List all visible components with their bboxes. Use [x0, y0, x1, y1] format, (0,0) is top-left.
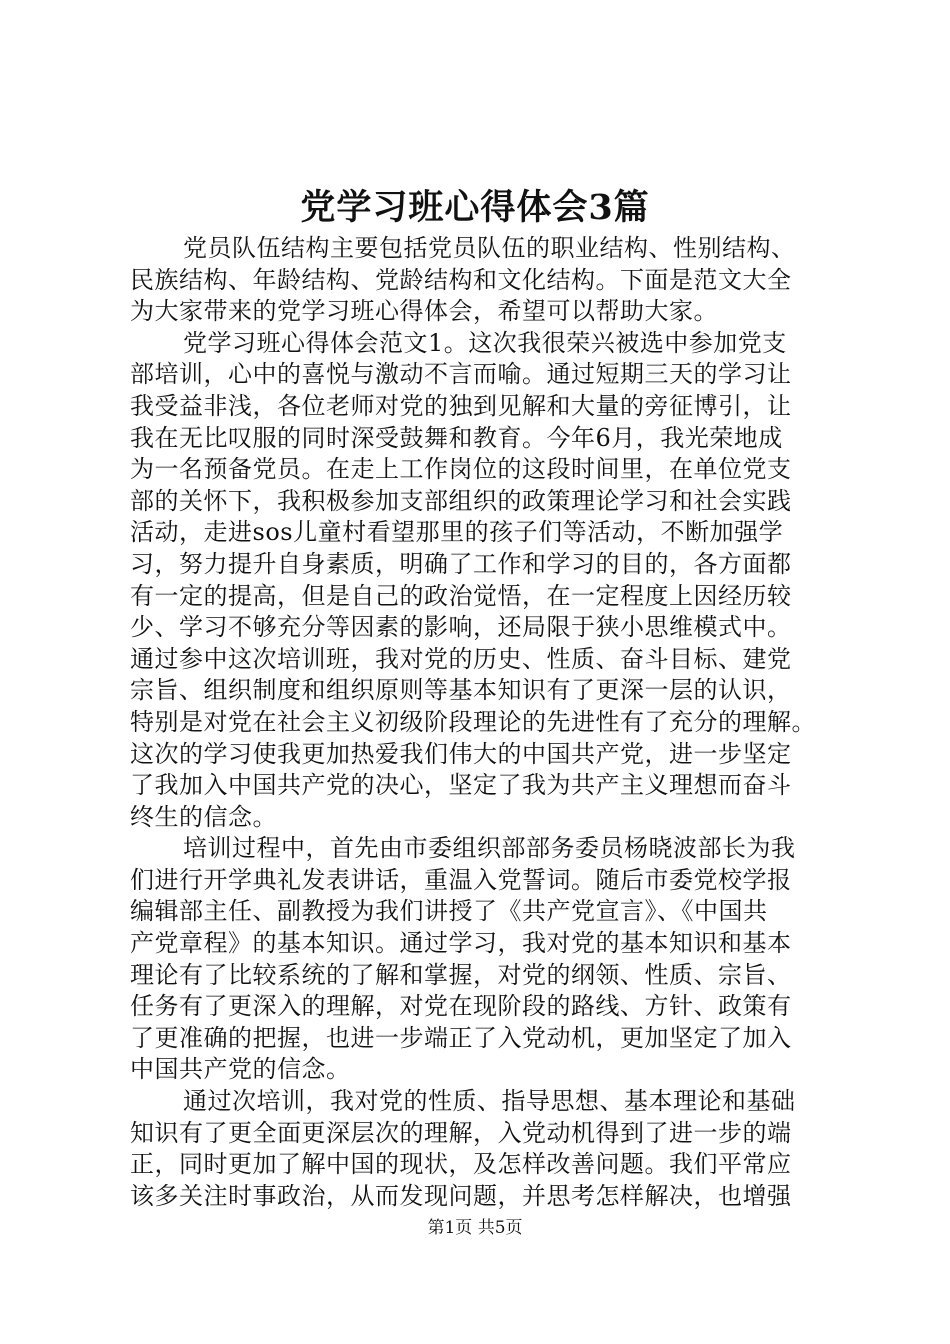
text-line: 终生的信念。 [130, 802, 277, 831]
text-line: 宗旨、组织制度和组织原则等基本知识有了更深一层的认识， [130, 676, 792, 705]
text-line: 少、学习不够充分等因素的影响，还局限于狭小思维模式中。 [130, 613, 792, 642]
text-line: 我受益非浅，各位老师对党的独到见解和大量的旁征博引，让 [130, 391, 792, 420]
text-line: 这次的学习使我更加热爱我们伟大的中国共产党，进一步坚定 [130, 739, 792, 768]
text-line: 党员队伍结构主要包括党员队伍的职业结构、性别结构、 [183, 234, 796, 262]
document-title: 党学习班心得体会3篇 [300, 187, 650, 228]
text-line: 部的关怀下，我积极参加支部组织的政策理论学习和社会实践 [130, 486, 792, 515]
text-line: 理论有了比较系统的了解和掌握，对党的纲领、性质、宗旨、 [130, 960, 792, 989]
text-line: 我在无比叹服的同时深受鼓舞和教育。今年6月，我光荣地成 [130, 423, 783, 452]
text-line: 为一名预备党员。在走上工作岗位的这段时间里，在单位党支 [130, 455, 792, 484]
text-line: 了我加入中国共产党的决心，坚定了我为共产主义理想而奋斗 [130, 771, 792, 800]
text-line: 培训过程中，首先由市委组织部部务委员杨晓波部长为我 [183, 834, 796, 863]
text-line: 习，努力提升自身素质，明确了工作和学习的目的，各方面都 [130, 549, 792, 578]
page-number-footer: 第1页 共5页 [427, 1218, 523, 1238]
text-line: 通过参中这次培训班，我对党的历史、性质、奋斗目标、建党 [130, 644, 792, 673]
text-line: 们进行开学典礼发表讲话，重温入党誓词。随后市委党校学报 [130, 865, 792, 894]
text-line: 产党章程》的基本知识。通过学习，我对党的基本知识和基本 [130, 929, 792, 958]
text-line: 正，同时更加了解中国的现状，及怎样改善问题。我们平常应 [130, 1150, 792, 1179]
text-line: 部培训，心中的喜悦与激动不言而喻。通过短期三天的学习让 [130, 360, 792, 389]
text-line: 编辑部主任、副教授为我们讲授了《共产党宣言》、《中国共 [130, 897, 768, 926]
paragraph [130, 328, 830, 834]
text-line: 为大家带来的党学习班心得体会，希望可以帮助大家。 [130, 297, 718, 326]
text-line: 党学习班心得体会范文1。这次我很荣兴被选中参加党支 [183, 328, 787, 357]
paragraph [130, 233, 830, 328]
text-line: 民族结构、年龄结构、党龄结构和文化结构。下面是范文大全 [130, 265, 792, 294]
text-line: 特别是对党在社会主义初级阶段理论的先进性有了充分的理解。 [130, 707, 816, 736]
text-line: 任务有了更深入的理解，对党在现阶段的路线、方针、政策有 [130, 992, 792, 1021]
text-line: 通过次培训，我对党的性质、指导思想、基本理论和基础 [183, 1087, 796, 1116]
text-line: 有一定的提高，但是自己的政治觉悟，在一定程度上因经历较 [130, 581, 792, 610]
paragraph [130, 833, 830, 1086]
text-line: 中国共产党的信念。 [130, 1055, 351, 1084]
text-line: 了更准确的把握，也进一步端正了入党动机，更加坚定了加入 [130, 1023, 792, 1052]
paragraph [130, 1086, 830, 1212]
text-line: 活动，走进sos儿童村看望那里的孩子们等活动，不断加强学 [130, 518, 784, 547]
text-line: 该多关注时事政治，从而发现问题，并思考怎样解决，也增强 [130, 1181, 792, 1210]
document-body [130, 233, 830, 1212]
text-line: 知识有了更全面更深层次的理解，入党动机得到了进一步的端 [130, 1118, 792, 1147]
